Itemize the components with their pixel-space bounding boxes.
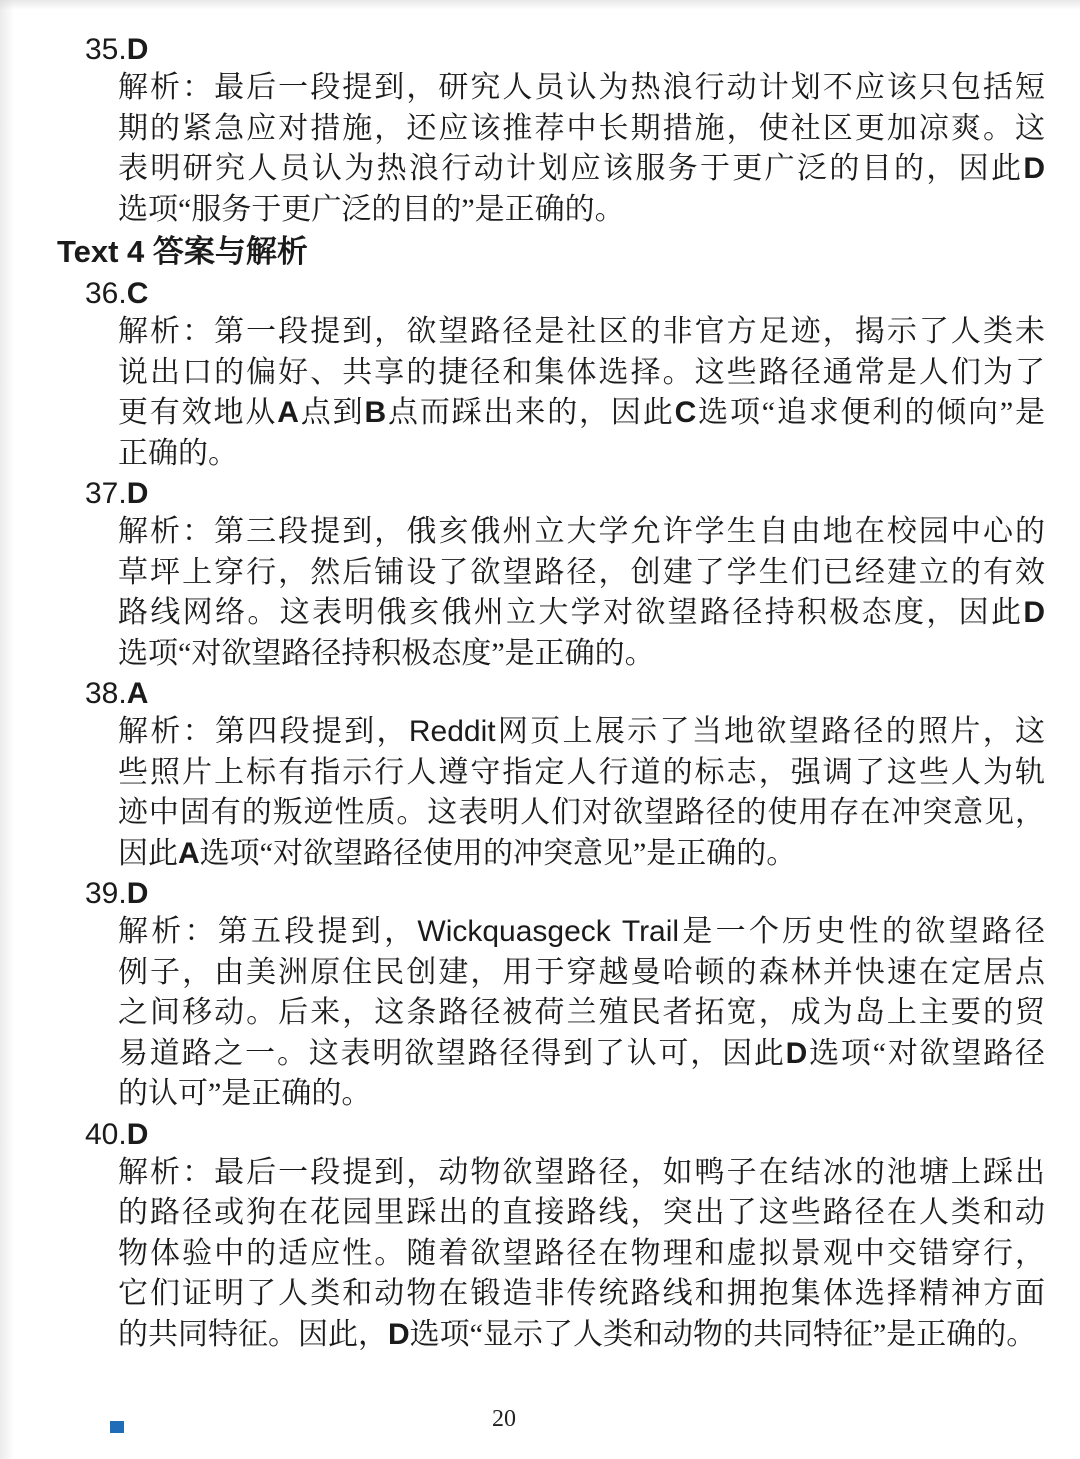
explanation-line [118, 793, 1045, 834]
explanation-line [118, 149, 1045, 190]
inline-text: 路线网络。这表明俄亥俄州立大学对欲望路径持积极态度，因此 [118, 596, 1024, 629]
inline-answer-letter: D [388, 1317, 410, 1351]
inline-answer-letter: D [785, 1036, 808, 1070]
item-number [85, 32, 1045, 68]
answer-letter: A [126, 677, 149, 710]
explanation-line [118, 1153, 1045, 1194]
question-number: 40. [85, 1117, 127, 1151]
explanation-line [118, 512, 1045, 553]
inline-text: 是一个历史性的欲望路径 [679, 915, 1045, 948]
question-number: 37. [85, 477, 127, 510]
answer-explanations [57, 32, 1045, 1355]
explanation-line [118, 1315, 1045, 1356]
explanation-line [118, 1274, 1045, 1315]
inline-text: 说出口的偏好、共享的捷径和集体选择。这些路径通常是人们为了 [118, 355, 1045, 389]
answer-item-38 [57, 676, 1045, 874]
explanation-line [118, 1034, 1045, 1075]
question-number: 36. [85, 277, 127, 310]
inline-text: 因此 [118, 836, 178, 870]
inline-text: 网页上展示了当地欲望路径的照片，这 [495, 715, 1046, 748]
inline-latin-text: Wickquasgeck Trail [417, 915, 680, 948]
answer-letter: D [126, 477, 149, 510]
inline-text: 选项“追求便利的倾向”是 [696, 396, 1046, 429]
explanation-line [118, 1234, 1045, 1275]
section-heading-cjk: 答案与解析 [152, 234, 308, 269]
explanation-paragraph [85, 712, 1045, 874]
answer-item-40 [57, 1117, 1045, 1356]
inline-text: 期的紧急应对措施，还应该推荐中长期措施，使社区更加凉爽。这 [118, 111, 1045, 145]
inline-text: 解析：第三段提到，俄亥俄州立大学允许学生自由地在校园中心的 [118, 515, 1045, 548]
explanation-line [118, 1074, 1045, 1115]
explanation-paragraph [85, 68, 1045, 230]
inline-text: 选项“服务于更广泛的目的”是正确的。 [118, 192, 625, 226]
page-number: 20 [492, 1406, 516, 1432]
inline-text: 些照片上标有指示行人遵守指定人行道的标志，强调了这些人为轨 [118, 755, 1045, 789]
inline-answer-letter: A [277, 396, 299, 429]
explanation-line [118, 434, 1045, 475]
explanation-line [118, 912, 1045, 953]
explanation-line [118, 834, 1045, 875]
explanation-line [118, 1193, 1045, 1234]
inline-text: 的路径或狗在花园里踩出的直接路线，突出了这些路径在人类和动 [118, 1196, 1045, 1229]
explanation-line [118, 953, 1045, 994]
explanation-paragraph [85, 512, 1045, 674]
inline-text: 解析：第四段提到， [118, 715, 409, 748]
explanation-paragraph [85, 312, 1045, 474]
answer-item-39 [57, 876, 1045, 1115]
inline-text: 草坪上穿行，然后铺设了欲望路径，创建了学生们已经建立的有效 [118, 555, 1045, 589]
inline-text: 易道路之一。这表明欲望路径得到了认可，因此 [118, 1036, 786, 1070]
explanation-line [118, 68, 1045, 109]
inline-text: 它们证明了人类和动物在锻造非传统路线和拥抱集体选择精神方面 [118, 1277, 1045, 1310]
section-heading [57, 230, 1045, 274]
question-number: 35. [85, 33, 127, 66]
item-number [85, 476, 1045, 512]
inline-text: 的共同特征。因此， [118, 1317, 388, 1351]
answer-item-35 [57, 32, 1045, 230]
inline-text: 物体验中的适应性。随着欲望路径在物理和虚拟景观中交错穿行， [118, 1236, 1045, 1270]
explanation-line [118, 634, 1045, 675]
item-number [85, 1117, 1045, 1153]
inline-text: 选项“对欲望路径使用的冲突意见”是正确的。 [199, 836, 797, 870]
explanation-line [118, 312, 1045, 353]
item-number [85, 876, 1045, 912]
answer-letter: C [126, 277, 149, 310]
explanation-line [118, 593, 1045, 634]
explanation-line [118, 190, 1045, 231]
explanation-paragraph [85, 912, 1045, 1115]
inline-answer-letter: C [674, 396, 697, 429]
explanation-line [118, 753, 1045, 794]
footer-marker [110, 1421, 124, 1433]
answer-item-36 [57, 276, 1045, 474]
explanation-line [118, 712, 1045, 753]
inline-text: 解析：最后一段提到，动物欲望路径，如鸭子在结冰的池塘上踩出 [118, 1155, 1045, 1189]
answer-item-37 [57, 476, 1045, 674]
inline-text: 表明研究人员认为热浪行动计划应该服务于更广泛的目的，因此 [118, 152, 1024, 185]
inline-answer-letter: B [364, 396, 387, 429]
explanation-line [118, 109, 1045, 150]
answer-letter: D [126, 877, 149, 910]
explanation-line [118, 993, 1045, 1034]
inline-answer-letter: D [1023, 596, 1045, 629]
inline-text: 之间移动。后来，这条路径被荷兰殖民者拓宽，成为岛上主要的贸 [118, 996, 1045, 1029]
answer-letter: D [126, 1117, 149, 1151]
inline-text: 解析：最后一段提到，研究人员认为热浪行动计划不应该只包括短 [118, 71, 1045, 104]
inline-text: 迹中固有的叛逆性质。这表明人们对欲望路径的使用存在冲突意见， [118, 796, 1045, 829]
inline-text: 例子，由美洲原住民创建，用于穿越曼哈顿的森林并快速在定居点 [118, 955, 1045, 989]
question-number: 39. [85, 877, 127, 910]
inline-answer-letter: A [178, 836, 200, 870]
inline-text: 的认可”是正确的。 [118, 1077, 372, 1110]
inline-text: 选项“对欲望路径持积极态度”是正确的。 [118, 636, 655, 670]
inline-latin-text: Reddit [408, 715, 496, 748]
inline-text: 点到 [298, 396, 365, 429]
explanation-paragraph [85, 1153, 1045, 1356]
item-number [85, 676, 1045, 712]
inline-text: 选项“对欲望路径 [807, 1036, 1045, 1070]
explanation-line [118, 553, 1045, 594]
inline-text: 更有效地从 [118, 396, 278, 429]
item-number [85, 276, 1045, 312]
inline-text: 正确的。 [118, 436, 238, 470]
inline-text: 点而踩出来的，因此 [386, 396, 675, 429]
explanation-line [118, 393, 1045, 434]
answer-letter: D [126, 33, 149, 66]
inline-answer-letter: D [1023, 152, 1045, 185]
section-heading-latin: Text 4 [57, 234, 153, 269]
inline-text: 解析：第一段提到，欲望路径是社区的非官方足迹，揭示了人类未 [118, 315, 1045, 348]
inline-text: 解析：第五段提到， [118, 915, 418, 948]
inline-text: 选项“显示了人类和动物的共同特征”是正确的。 [409, 1317, 1037, 1351]
question-number: 38. [85, 677, 127, 710]
explanation-line [118, 353, 1045, 394]
